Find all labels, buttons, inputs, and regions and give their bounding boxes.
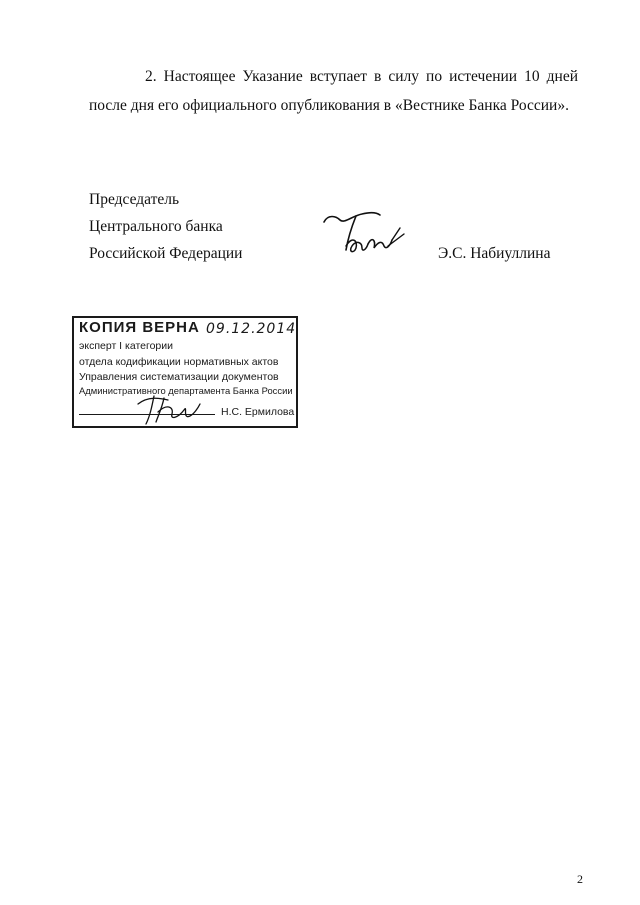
stamp-handwritten-date: 09.12.2014 <box>206 321 297 337</box>
body-paragraph <box>89 62 578 120</box>
position-line-3: Российской Федерации <box>89 245 243 262</box>
signatory-position <box>89 186 242 267</box>
stamp-line-1: эксперт I категории <box>79 340 173 352</box>
stamp-heading: КОПИЯ ВЕРНА <box>79 319 200 336</box>
stamp-line-2: отдела кодификации нормативных актов <box>79 356 279 368</box>
stamp-signer-name: Н.С. Ермилова <box>221 406 295 418</box>
stamp-line-4: Административного департамента Банка России <box>79 386 293 397</box>
copy-certified-stamp <box>72 316 298 428</box>
position-line-2: Центрального банка <box>89 218 223 235</box>
stamp-line-3: Управления систематизации документов <box>79 371 279 383</box>
paragraph-line-2: после дня его официального опубликования в «Вестнике Банка России». <box>89 97 569 114</box>
handwritten-signature <box>318 206 408 258</box>
signatory-name: Э.С. Набиуллина <box>438 245 551 262</box>
stamp-signature <box>134 390 204 426</box>
page-number: 2 <box>577 872 583 886</box>
paragraph-line-1: 2. Настоящее Указание вступает в силу по истечении 10 дней <box>145 68 578 85</box>
position-line-1: Председатель <box>89 191 180 208</box>
